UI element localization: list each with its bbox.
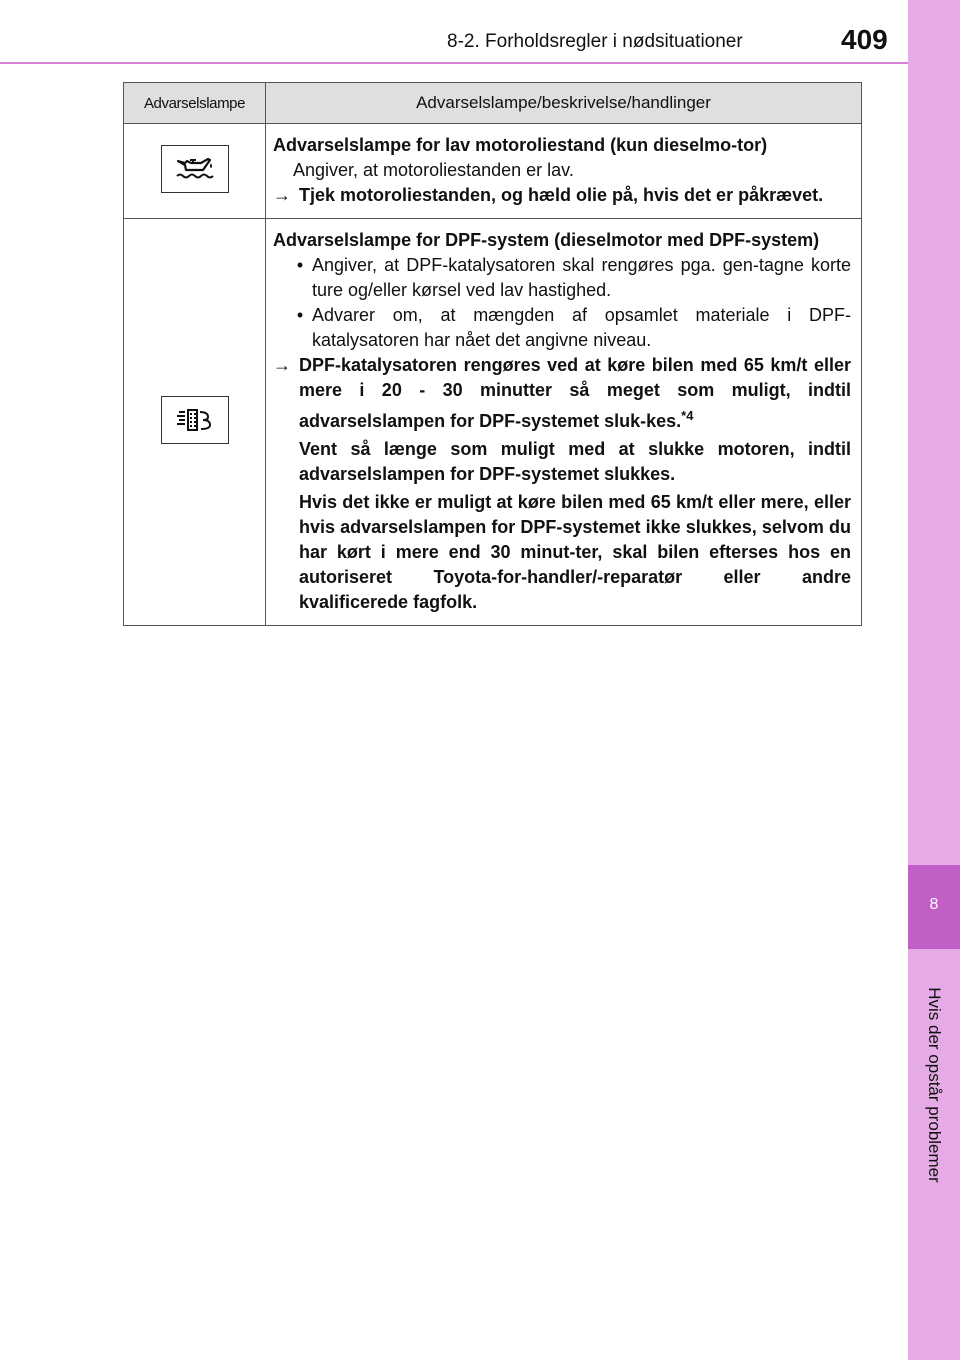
chapter-title: Hvis der opstår problemer bbox=[925, 987, 944, 1183]
bullet-icon: • bbox=[296, 305, 304, 325]
table-row bbox=[124, 124, 862, 219]
column-header-light: Advarselslampe bbox=[124, 83, 266, 124]
icon-cell bbox=[124, 219, 266, 626]
section-title: 8-2. Forholdsregler i nødsituationer bbox=[447, 31, 743, 52]
bullet-text: Advarer om, at mængden af opsamlet materiale i DPF-katalysatoren har nået det angivne niveau. bbox=[312, 305, 851, 350]
footnote-marker: *4 bbox=[681, 408, 694, 423]
bullet-text: Angiver, at DPF-katalysatoren skal rengøres pga. gen-tagne korte ture og/eller kørsel ved lav hastighed. bbox=[312, 255, 851, 300]
row-title: Advarselslampe for DPF-system (dieselmotor med DPF-system) bbox=[273, 230, 820, 250]
icon-cell bbox=[124, 124, 266, 219]
description-cell bbox=[266, 219, 862, 626]
row-description: Angiver, at motoroliestanden er lav. bbox=[293, 160, 574, 180]
oil-can-level-icon bbox=[161, 145, 229, 193]
list-item bbox=[273, 253, 851, 303]
warning-light-table bbox=[123, 82, 862, 626]
page-number: 409 bbox=[841, 24, 888, 55]
action-text-1: DPF-katalysatoren rengøres ved at køre bilen med 65 km/t eller mere i 20 - 30 minutter så meget som muligt, indtil advarselslampen for DPF-systemet sluk-kes. bbox=[299, 355, 851, 431]
arrow-icon: → bbox=[273, 355, 291, 375]
description-cell bbox=[266, 124, 862, 219]
action-item bbox=[273, 353, 851, 615]
chapter-number-box bbox=[908, 865, 960, 949]
row-title: Advarselslampe for lav motoroliestand (kun dieselmo-tor) bbox=[273, 135, 768, 155]
bullet-icon: • bbox=[296, 255, 304, 275]
table-row bbox=[124, 219, 862, 626]
action-text-2: Vent så længe som muligt med at slukke motoren, indtil advarselslampen for DPF-systemet slukkes. bbox=[299, 439, 851, 484]
header-divider bbox=[0, 62, 908, 64]
dpf-filter-icon bbox=[161, 396, 229, 444]
list-item bbox=[273, 303, 851, 353]
action-block bbox=[299, 353, 851, 615]
action-text: Tjek motoroliestanden, og hæld olie på, hvis det er påkrævet. bbox=[299, 185, 824, 205]
action-item bbox=[273, 183, 851, 208]
arrow-icon: → bbox=[273, 185, 291, 205]
chapter-number: 8 bbox=[929, 896, 939, 913]
action-text bbox=[299, 353, 851, 434]
action-text-3: Hvis det ikke er muligt at køre bilen med 65 km/t eller mere, eller hvis advarselslampen for DPF-systemet ikke slukkes, selvom du har kørt i mere end 30 minut-ter, skal bilen efterses hos en autoriseret Toyota-for-handler/-reparatør eller andre kvalificerede fagfolk. bbox=[299, 492, 851, 612]
column-header-description: Advarselslampe/beskrivelse/handlinger bbox=[266, 83, 862, 124]
table-header-row bbox=[124, 83, 862, 124]
